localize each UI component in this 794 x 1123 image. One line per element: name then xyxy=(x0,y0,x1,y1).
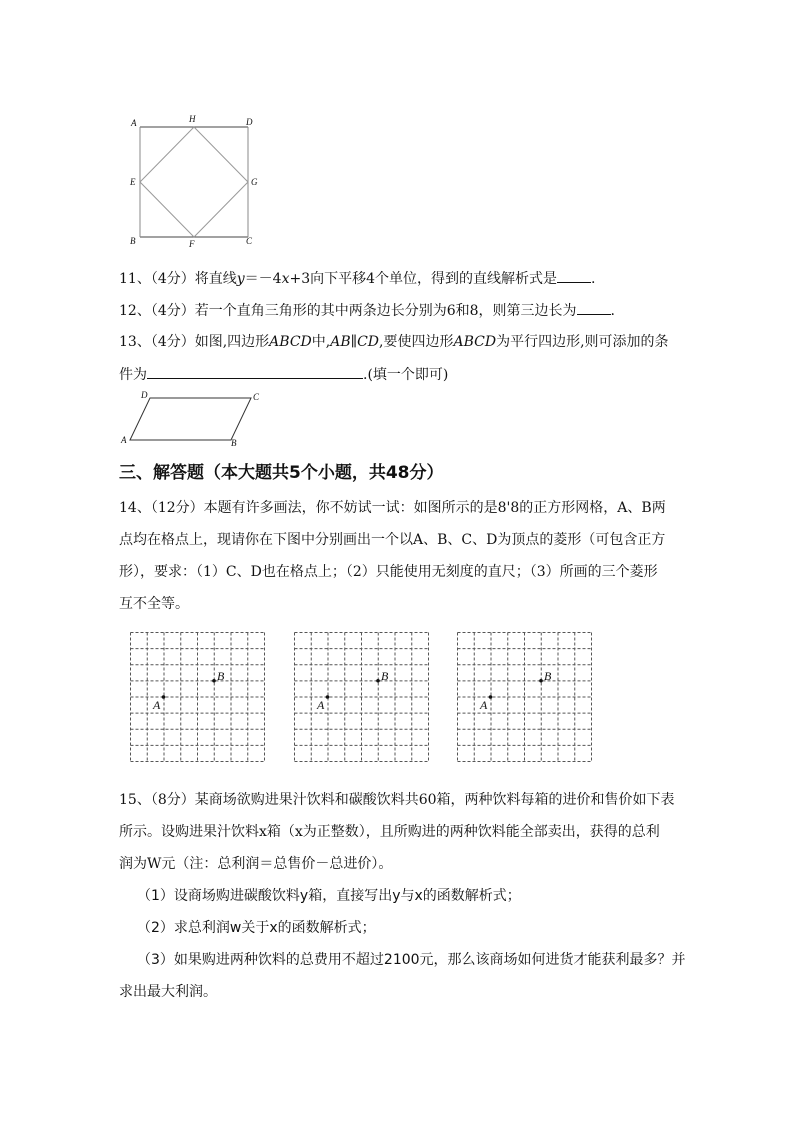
label-E: E xyxy=(130,177,136,187)
para-label-D: D xyxy=(141,390,148,400)
grid-3 xyxy=(457,632,593,762)
q11-eq-end: +3 xyxy=(289,271,311,287)
grid-label-A: A xyxy=(317,698,325,712)
label-B: B xyxy=(130,236,136,246)
point-A xyxy=(162,695,166,699)
q11-suffix: 向下平移4个单位，得到的直线解析式是 xyxy=(310,271,558,287)
question-15-line2: 所示。设购进果汁饮料x箱（x为正整数），且所购进的两种饮料能全部卖出，获得的总利 xyxy=(119,824,660,840)
para-label-C: C xyxy=(253,392,260,402)
point-A xyxy=(489,695,493,699)
square-diamond-figure xyxy=(125,110,265,250)
q13-abcd2: ABCD xyxy=(453,334,497,350)
point-B xyxy=(212,679,216,683)
parallelogram-figure xyxy=(118,388,268,448)
question-15-sub3b: 求出最大利润。 xyxy=(119,984,217,1000)
grid-label-B: B xyxy=(381,669,389,683)
q13-answer-blank[interactable] xyxy=(147,364,363,379)
q11-eq-y: y xyxy=(236,271,245,287)
question-15-sub1: （1）设商场购进碳酸饮料y箱，直接写出y与x的函数解析式； xyxy=(137,888,521,904)
question-12 xyxy=(119,300,615,321)
q11-prefix: 11、（4分）将直线 xyxy=(119,271,237,287)
question-15-sub3: （3）如果购进两种饮料的总费用不超过2100元，那么该商场如何进货才能获利最多？并 xyxy=(137,952,686,968)
q13-a: 13、（4分）如图,四边形 xyxy=(119,334,270,350)
q12-text: 12、（4分）若一个直角三角形的其中两条边长分别为6和8，则第三边长为 xyxy=(119,303,577,319)
question-15-line1: 15、（8分）某商场欲购进果汁饮料和碳酸饮料共60箱，两种饮料每箱的进价和售价如下表 xyxy=(119,792,675,808)
label-F: F xyxy=(189,239,195,249)
q13-line2-a: 件为 xyxy=(119,367,147,383)
q11-eq-x: x xyxy=(281,271,290,287)
grid-label-B: B xyxy=(217,669,225,683)
question-14-line2: 点均在格点上，现请你在下图中分别画出一个以A、B、C、D为顶点的菱形（可包含正方 xyxy=(119,532,666,548)
question-11 xyxy=(119,268,595,289)
question-15-sub2: （2）求总利润w关于x的函数解析式； xyxy=(137,920,376,936)
q11-end: . xyxy=(591,271,596,287)
point-B xyxy=(376,679,380,683)
grid-label-A: A xyxy=(153,698,161,712)
question-14-line3: 形），要求：（1）C、D也在格点上；（2）只能使用无刻度的直尺；（3）所画的三个菱形 xyxy=(119,564,658,580)
label-D: D xyxy=(246,117,253,127)
para-label-A: A xyxy=(121,435,127,445)
label-C: C xyxy=(246,236,253,246)
point-B xyxy=(539,679,543,683)
q11-eq-mid: ＝－4 xyxy=(244,271,282,287)
q13-abcd1: ABCD xyxy=(269,334,312,350)
grid-2 xyxy=(294,632,430,762)
section-heading: 三、解答题（本大题共5个小题，共48分） xyxy=(119,463,444,483)
label-A: A xyxy=(131,118,137,128)
q13-d: 为平行四边形,则可添加的条 xyxy=(496,334,669,350)
q12-answer-blank[interactable] xyxy=(577,300,611,315)
q11-answer-blank[interactable] xyxy=(557,268,591,283)
question-14-line4: 互不全等。 xyxy=(119,596,189,612)
grid-label-A: A xyxy=(480,698,488,712)
question-13-line2 xyxy=(119,364,448,385)
grid-1 xyxy=(130,632,266,762)
label-G: G xyxy=(251,177,258,187)
para-label-B: B xyxy=(231,438,237,448)
q13-c: ,要使四边形 xyxy=(379,334,454,350)
label-H: H xyxy=(189,114,196,124)
q13-ab-parallel-cd: AB∥CD xyxy=(330,334,380,350)
question-13-line1 xyxy=(119,332,669,352)
point-A xyxy=(326,695,330,699)
question-15-line3: 润为W元（注：总利润＝总售价－总进价）。 xyxy=(119,856,393,872)
q13-line2-b: .(填一个即可) xyxy=(363,367,449,383)
q13-b: 中, xyxy=(311,334,331,350)
question-14-line1: 14、（12分）本题有许多画法，你不妨试一试：如图所示的是8'8的正方形网格，A、B两 xyxy=(119,500,666,516)
q12-end: . xyxy=(610,303,615,319)
grid-label-B: B xyxy=(544,669,552,683)
